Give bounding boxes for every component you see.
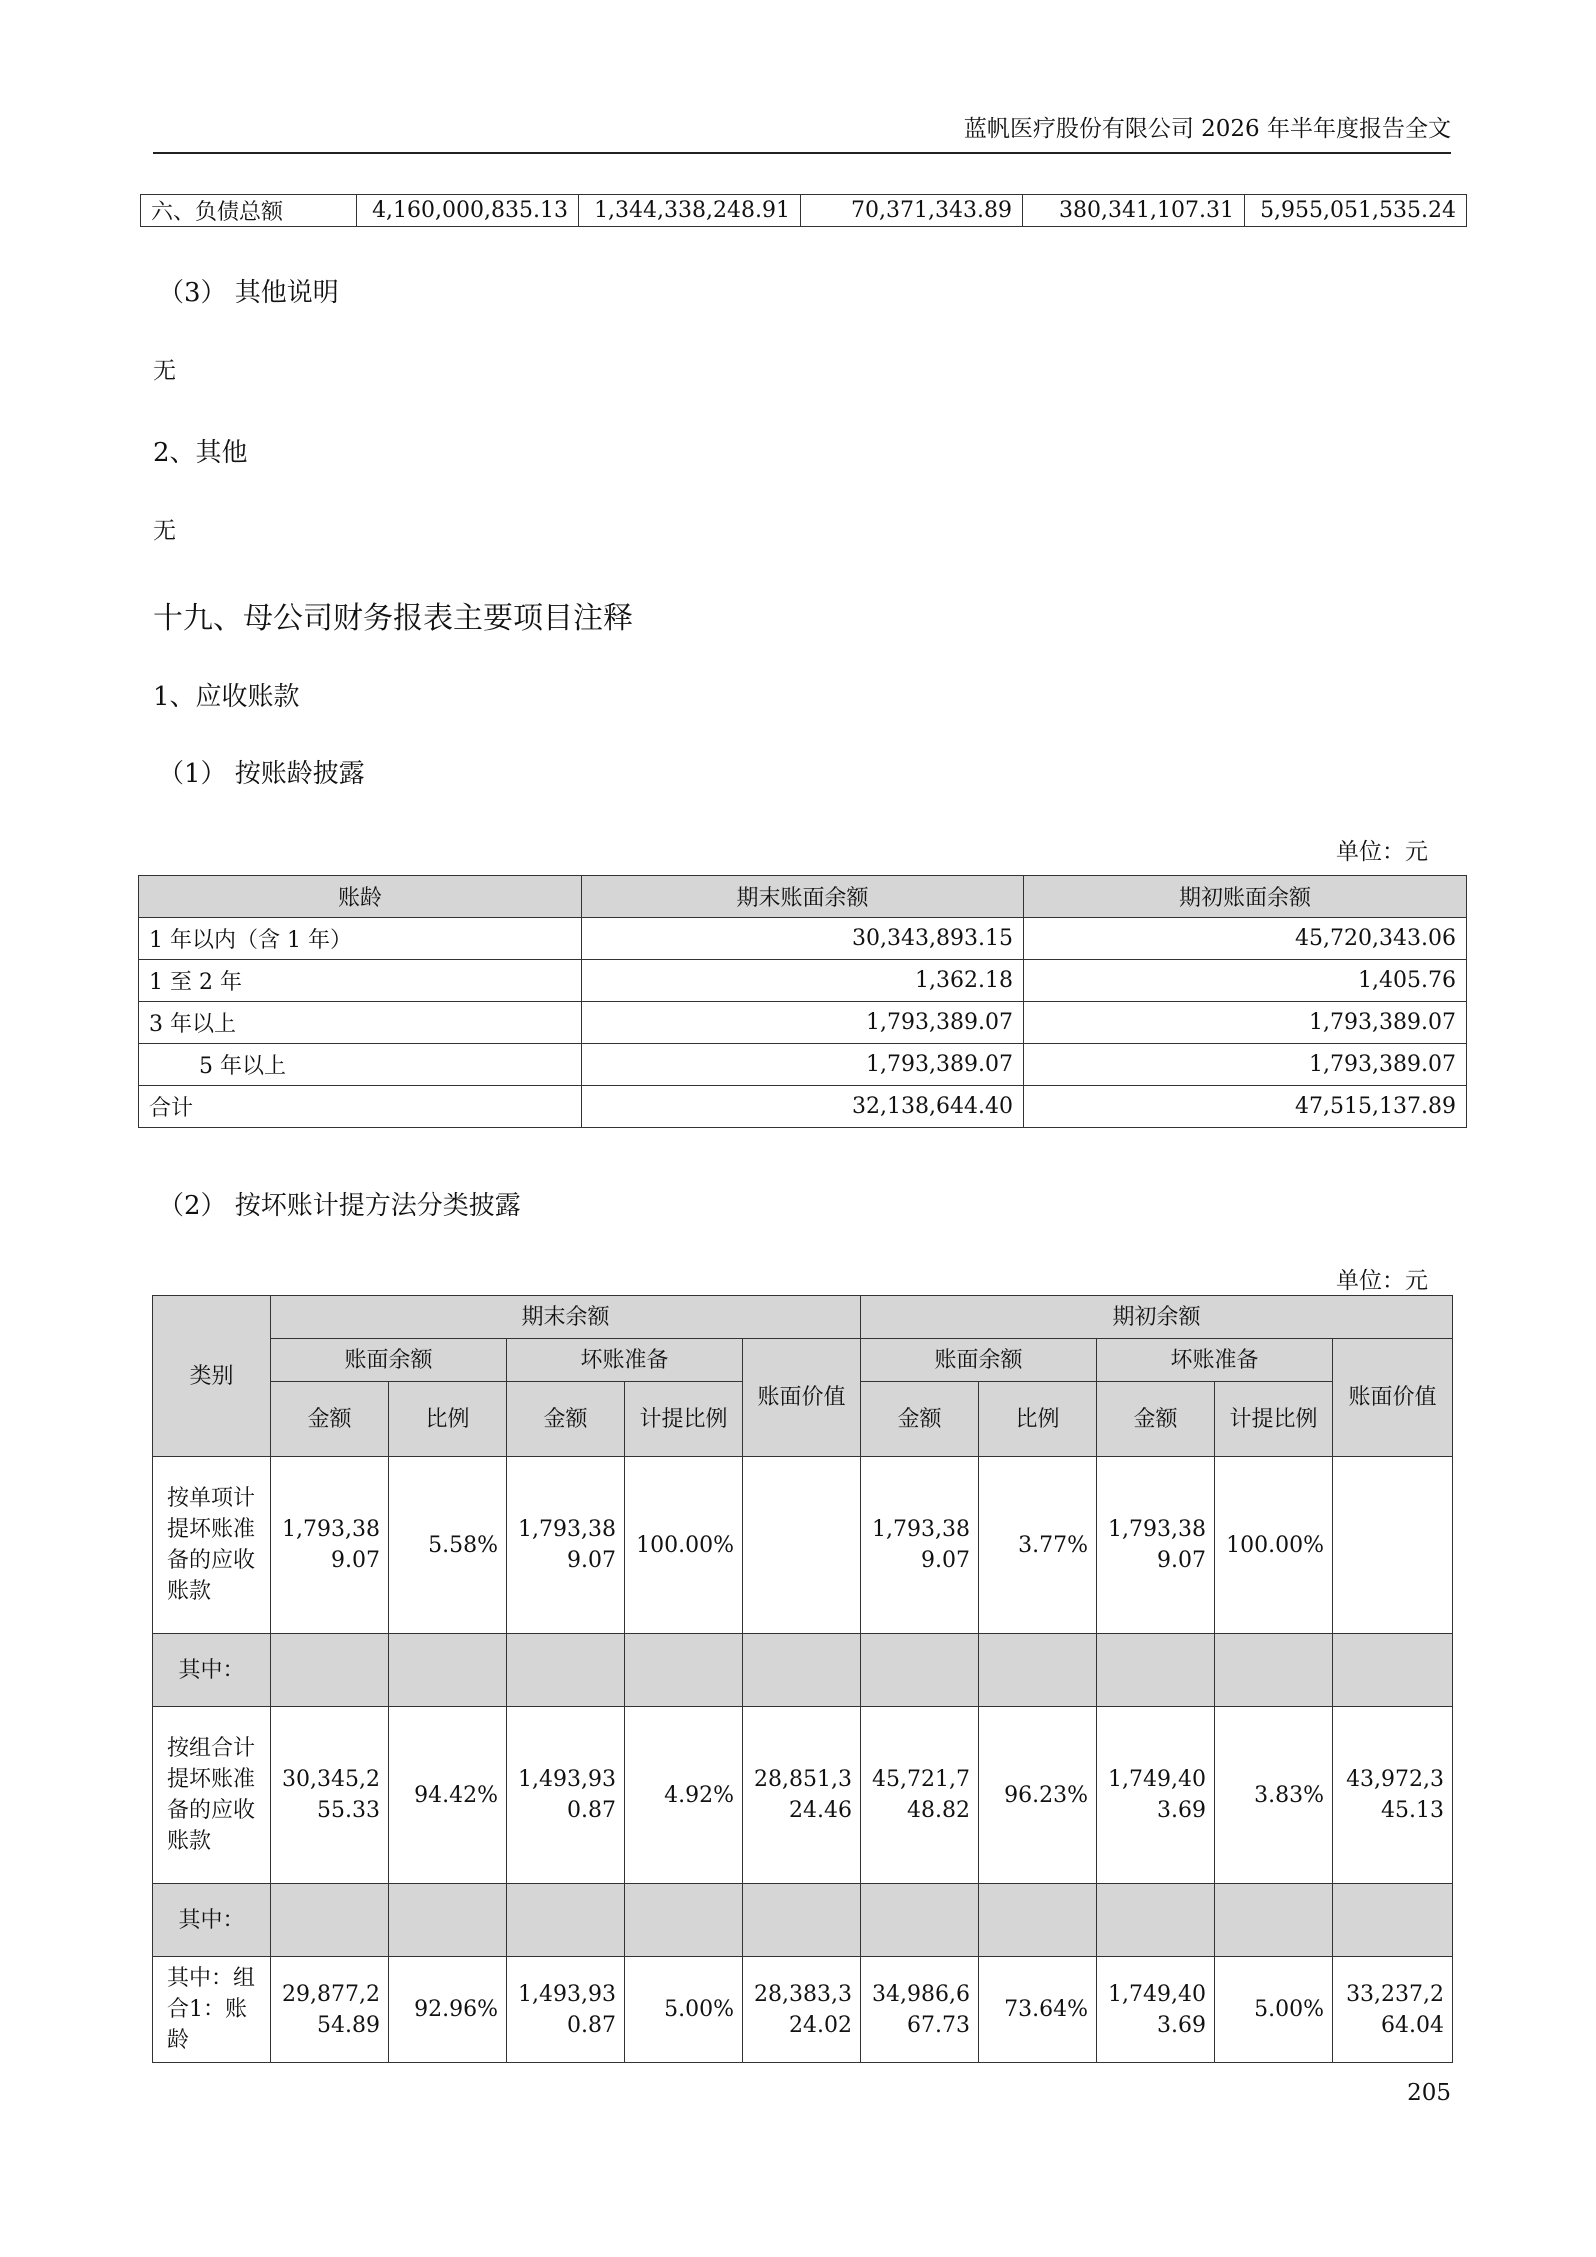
section-other-note-title: （3） 其他说明 — [158, 278, 339, 308]
unit-label: 单位：元 — [1336, 1268, 1428, 1294]
table-row — [139, 960, 1467, 1002]
section-aging-title: （1） 按账龄披露 — [158, 759, 365, 789]
page-number: 205 — [1407, 2080, 1451, 2106]
column-header: 期末账面余额 — [582, 876, 1024, 918]
table-row — [139, 1086, 1467, 1128]
aging-label: 1 年以内（含 1 年） — [139, 918, 582, 960]
column-header: 期初账面余额 — [1024, 876, 1467, 918]
row-value — [1333, 1457, 1453, 1634]
row-value: 1,493,930.87 — [507, 1707, 625, 1884]
row-value — [389, 1884, 507, 1957]
row-value: 5.00% — [625, 1957, 743, 2063]
amount-header: 金额 — [271, 1382, 389, 1457]
liabilities-label: 六、负债总额 — [141, 195, 357, 227]
row-value: 1,793,389.07 — [861, 1457, 979, 1634]
row-value — [1215, 1634, 1333, 1707]
book-balance-header: 账面余额 — [271, 1339, 507, 1382]
row-value: 100.00% — [1215, 1457, 1333, 1634]
row-value: 3.83% — [1215, 1707, 1333, 1884]
row-value: 5.58% — [389, 1457, 507, 1634]
book-value-header: 账面价值 — [1333, 1339, 1453, 1457]
row-value: 30,345,255.33 — [271, 1707, 389, 1884]
amount-header: 金额 — [1097, 1382, 1215, 1457]
liabilities-value: 4,160,000,835.13 — [357, 195, 579, 227]
aging-end: 32,138,644.40 — [582, 1086, 1024, 1128]
row-value: 33,237,264.04 — [1333, 1957, 1453, 2063]
provision-ratio-header: 计提比例 — [625, 1382, 743, 1457]
aging-label: 1 至 2 年 — [139, 960, 582, 1002]
liabilities-value: 1,344,338,248.91 — [579, 195, 801, 227]
table-row — [153, 1884, 1453, 1957]
table-row — [153, 1634, 1453, 1707]
book-balance-header: 账面余额 — [861, 1339, 1097, 1382]
row-value: 1,493,930.87 — [507, 1957, 625, 2063]
unit-label: 单位：元 — [1336, 839, 1428, 865]
row-value: 29,877,254.89 — [271, 1957, 389, 2063]
allowance-header: 坏账准备 — [1097, 1339, 1333, 1382]
row-label: 其中：组合1：账龄 — [153, 1957, 271, 2063]
book-value-header: 账面价值 — [743, 1339, 861, 1457]
row-value — [743, 1884, 861, 1957]
row-value: 28,383,324.02 — [743, 1957, 861, 2063]
aging-begin: 1,793,389.07 — [1024, 1044, 1467, 1086]
row-value: 28,851,324.46 — [743, 1707, 861, 1884]
row-value — [1097, 1634, 1215, 1707]
aging-end: 30,343,893.15 — [582, 918, 1024, 960]
aging-end: 1,793,389.07 — [582, 1044, 1024, 1086]
row-value — [743, 1634, 861, 1707]
section-ar-title: 1、应收账款 — [153, 682, 300, 712]
section-other-title: 2、其他 — [153, 438, 248, 468]
table-header-row — [153, 1339, 1453, 1382]
row-value — [1333, 1884, 1453, 1957]
row-value: 1,749,403.69 — [1097, 1707, 1215, 1884]
amount-header: 金额 — [507, 1382, 625, 1457]
table-header-row — [153, 1296, 1453, 1339]
provision-ratio-header: 计提比例 — [1215, 1382, 1333, 1457]
row-value: 1,793,389.07 — [1097, 1457, 1215, 1634]
row-label: 按单项计提坏账准备的应收账款 — [153, 1457, 271, 1634]
row-value: 73.64% — [979, 1957, 1097, 2063]
row-label: 其中： — [153, 1634, 271, 1707]
aging-table — [138, 875, 1467, 1128]
section-other-body: 无 — [153, 518, 176, 544]
row-value — [1333, 1634, 1453, 1707]
row-value — [1097, 1884, 1215, 1957]
column-header: 账龄 — [139, 876, 582, 918]
row-label: 按组合计提坏账准备的应收账款 — [153, 1707, 271, 1884]
row-value: 1,749,403.69 — [1097, 1957, 1215, 2063]
row-value — [743, 1457, 861, 1634]
row-value: 3.77% — [979, 1457, 1097, 1634]
row-value: 100.00% — [625, 1457, 743, 1634]
row-value: 96.23% — [979, 1707, 1097, 1884]
bad-debt-table — [152, 1295, 1453, 2063]
page-header: 蓝帆医疗股份有限公司 2026 年半年度报告全文 — [963, 116, 1451, 142]
row-label: 其中： — [153, 1884, 271, 1957]
aging-end: 1,793,389.07 — [582, 1002, 1024, 1044]
ratio-header: 比例 — [389, 1382, 507, 1457]
row-value: 34,986,667.73 — [861, 1957, 979, 2063]
allowance-header: 坏账准备 — [507, 1339, 743, 1382]
section-other-note-body: 无 — [153, 358, 176, 384]
section-19-title: 十九、母公司财务报表主要项目注释 — [153, 601, 633, 636]
row-value — [861, 1884, 979, 1957]
row-value: 1,793,389.07 — [271, 1457, 389, 1634]
aging-begin: 1,793,389.07 — [1024, 1002, 1467, 1044]
row-value — [507, 1634, 625, 1707]
row-value: 92.96% — [389, 1957, 507, 2063]
aging-label: 合计 — [139, 1086, 582, 1128]
row-value — [861, 1634, 979, 1707]
row-value: 1,793,389.07 — [507, 1457, 625, 1634]
aging-begin: 45,720,343.06 — [1024, 918, 1467, 960]
aging-label: 3 年以上 — [139, 1002, 582, 1044]
row-value: 5.00% — [1215, 1957, 1333, 2063]
row-value — [625, 1884, 743, 1957]
row-value: 43,972,345.13 — [1333, 1707, 1453, 1884]
period-begin-header: 期初余额 — [861, 1296, 1453, 1339]
row-value — [979, 1884, 1097, 1957]
aging-begin: 1,405.76 — [1024, 960, 1467, 1002]
row-value: 4.92% — [625, 1707, 743, 1884]
section-bad-debt-title: （2） 按坏账计提方法分类披露 — [158, 1191, 521, 1221]
row-value: 94.42% — [389, 1707, 507, 1884]
liabilities-table — [140, 194, 1467, 227]
period-end-header: 期末余额 — [271, 1296, 861, 1339]
table-row — [139, 1044, 1467, 1086]
liabilities-value: 70,371,343.89 — [801, 195, 1023, 227]
ratio-header: 比例 — [979, 1382, 1097, 1457]
amount-header: 金额 — [861, 1382, 979, 1457]
category-header: 类别 — [153, 1296, 271, 1457]
row-value — [271, 1884, 389, 1957]
liabilities-value: 5,955,051,535.24 — [1245, 195, 1467, 227]
table-row — [139, 918, 1467, 960]
table-row — [153, 1457, 1453, 1634]
liabilities-value: 380,341,107.31 — [1023, 195, 1245, 227]
row-value — [1215, 1884, 1333, 1957]
aging-end: 1,362.18 — [582, 960, 1024, 1002]
row-value — [271, 1634, 389, 1707]
table-row — [153, 1957, 1453, 2063]
row-value — [389, 1634, 507, 1707]
table-row — [153, 1707, 1453, 1884]
aging-begin: 47,515,137.89 — [1024, 1086, 1467, 1128]
table-header-row — [139, 876, 1467, 918]
row-value — [507, 1884, 625, 1957]
header-rule — [153, 152, 1451, 154]
table-row — [141, 195, 1467, 227]
row-value — [979, 1634, 1097, 1707]
table-row — [139, 1002, 1467, 1044]
row-value — [625, 1634, 743, 1707]
aging-label: 5 年以上 — [139, 1044, 582, 1086]
row-value: 45,721,748.82 — [861, 1707, 979, 1884]
